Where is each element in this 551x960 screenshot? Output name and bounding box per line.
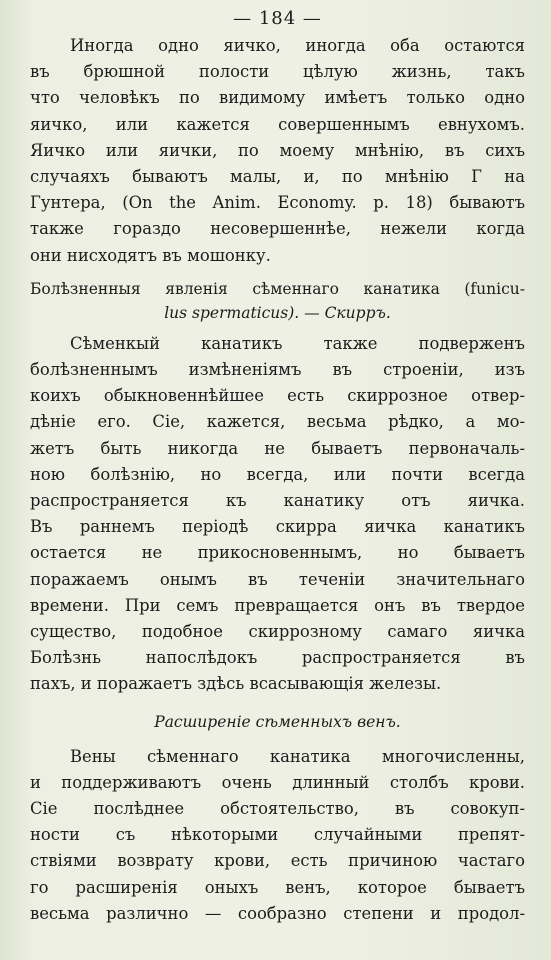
text-line: болѣзненнымъ измѣненіямъ въ строеніи, изъ: [30, 360, 525, 380]
text-line: остается не прикосновеннымъ, но бываетъ: [30, 543, 525, 563]
text-line: также гораздо несовершеннѣе, нежели когда: [30, 219, 525, 239]
text-line: существо, подобное скиррозному самаго яичка: [30, 622, 525, 642]
text-line: времени. При семъ превращается онъ въ твердое: [30, 595, 525, 615]
text-line: жетъ быть никогда не бываетъ первоначаль-: [30, 438, 525, 458]
section-heading-1: [30, 277, 525, 325]
text-line: коихъ обыкновеннѣйшее есть скиррозное отвер-: [30, 386, 525, 406]
text-line: они нисходятъ въ мошонку.: [30, 245, 271, 265]
text-line: дѣніе его. Сіе, кажется, весьма рѣдко, а мо-: [30, 412, 525, 432]
paragraph-1: [30, 33, 525, 269]
text-line: распространяется къ канатику отъ яичка.: [30, 491, 525, 511]
heading-line: lus spermaticus). — Скирръ.: [164, 303, 391, 322]
paragraph-3: [30, 744, 525, 927]
text-line: Иногда одно яичко, иногда оба остаются: [70, 36, 525, 55]
text-line: ною болѣзнію, но всегда, или почти всегда: [30, 464, 525, 484]
heading-line: Болѣзненныя явленія сѣменнаго канатика (funicu-: [30, 279, 525, 298]
text-line: случаяхъ бываютъ малы, и, по мнѣнію Г на: [30, 167, 525, 187]
text-line: ствіями возврату крови, есть причиною частаго: [30, 851, 525, 871]
text-line: го расширенія оныхъ венъ, которое бываетъ: [30, 877, 525, 897]
text-line: Въ раннемъ періодѣ скирра яичка канатикъ: [30, 517, 525, 537]
text-line: Яичко или яички, по моему мнѣнію, въ сихъ: [30, 140, 525, 160]
text-line: ности съ нѣкоторыми случайными препят-: [30, 825, 525, 845]
text-line: пахъ, и поражаетъ здѣсь всасывающія железы.: [30, 674, 442, 694]
text-line: яичко, или кажется совершеннымъ евнухомъ.: [30, 114, 525, 134]
text-line: поражаемъ онымъ въ теченіи значительнаго: [30, 569, 525, 589]
text-line: Болѣзнь напослѣдокъ распространяется въ: [30, 648, 525, 668]
text-line: Сіе послѣднее обстоятельство, въ совокуп-: [30, 799, 525, 819]
text-line: и поддерживаютъ очень длинный столбъ крови.: [30, 772, 525, 792]
paragraph-2: [30, 331, 525, 698]
section-heading-2: Расширеніе сѣменныхъ венъ.: [154, 712, 401, 731]
text-line: Вены сѣменнаго канатика многочисленны,: [70, 746, 525, 766]
text-line: весьма различно — сообразно степени и продол-: [30, 903, 525, 923]
text-line: Гунтера, (On the Anim. Economy. p. 18) бываютъ: [30, 193, 525, 213]
page-number: — 184 —: [233, 8, 322, 29]
text-line: Сѣменкый канатикъ также подверженъ: [70, 333, 525, 353]
text-line: что человѣкъ по видимому имѣетъ только одно: [30, 88, 525, 108]
text-line: въ брюшной полости цѣлую жизнь, такъ: [30, 62, 525, 82]
